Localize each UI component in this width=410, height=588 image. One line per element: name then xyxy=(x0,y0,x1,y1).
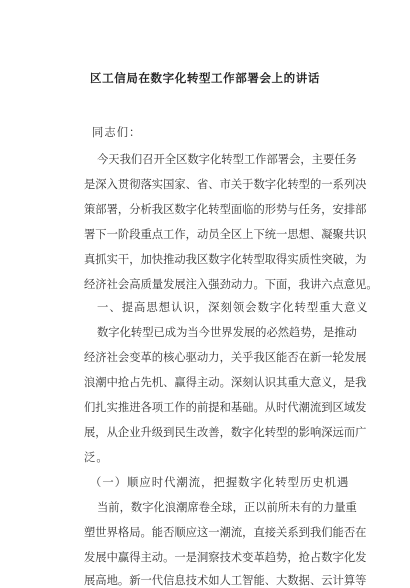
section-heading: 一、提高思想认识，深刻领会数字化转型重大意义 xyxy=(97,301,369,314)
paragraph-line: 当前，数字化浪潮席卷全球，正以前所未有的力量重 xyxy=(97,501,357,514)
paragraph-line: 经济社会变革的核心驱动力，关乎我区能否在新一轮发展 xyxy=(84,351,367,364)
paragraph-line: 展高地。新一代信息技术如人工智能、大数据、云计算等 xyxy=(84,574,367,587)
paragraph-line: 策部署，分析我区数字化转型面临的形势与任务，安排部 xyxy=(84,203,367,216)
paragraph-line: 署下一阶段重点工作，动员全区上下统一思想、凝聚共识 xyxy=(84,228,367,241)
paragraph-line: 展，从企业升级到民生改善，数字化转型的影响深远而广 xyxy=(84,426,367,439)
salutation: 同志们： xyxy=(92,126,142,139)
paragraph-line: 经济社会高质量发展注入强劲动力。下面，我讲六点意见。 xyxy=(84,278,378,291)
paragraph-line: 数字化转型已成为当今世界发展的必然趋势，是推动 xyxy=(97,326,357,339)
subsection-heading: （一）顺应时代潮流，把握数字化转型历史机遇 xyxy=(90,476,350,489)
paragraph-line: 今天我们召开全区数字化转型工作部署会，主要任务 xyxy=(97,153,357,166)
paragraph-line: 泛。 xyxy=(84,451,109,464)
paragraph-line: 是深入贯彻落实国家、省、市关于数字化转型的一系列决 xyxy=(84,178,367,191)
document-title: 区工信局在数字化转型工作部署会上的讲话 xyxy=(90,71,320,85)
paragraph-line: 浪潮中抢占先机、赢得主动。深刻认识其重大意义，是我 xyxy=(84,376,367,389)
paragraph-line: 发展中赢得主动。一是洞察技术变革趋势，抢占数字化发 xyxy=(84,551,367,564)
paragraph-line: 真抓实干，加快推动我区数字化转型取得实质性突破，为 xyxy=(84,253,367,266)
paragraph-line: 们扎实推进各项工作的前提和基础。从时代潮流到区域发 xyxy=(84,401,367,414)
paragraph-line: 塑世界格局。能否顺应这一潮流，直接关系到我们能否在 xyxy=(84,526,367,539)
